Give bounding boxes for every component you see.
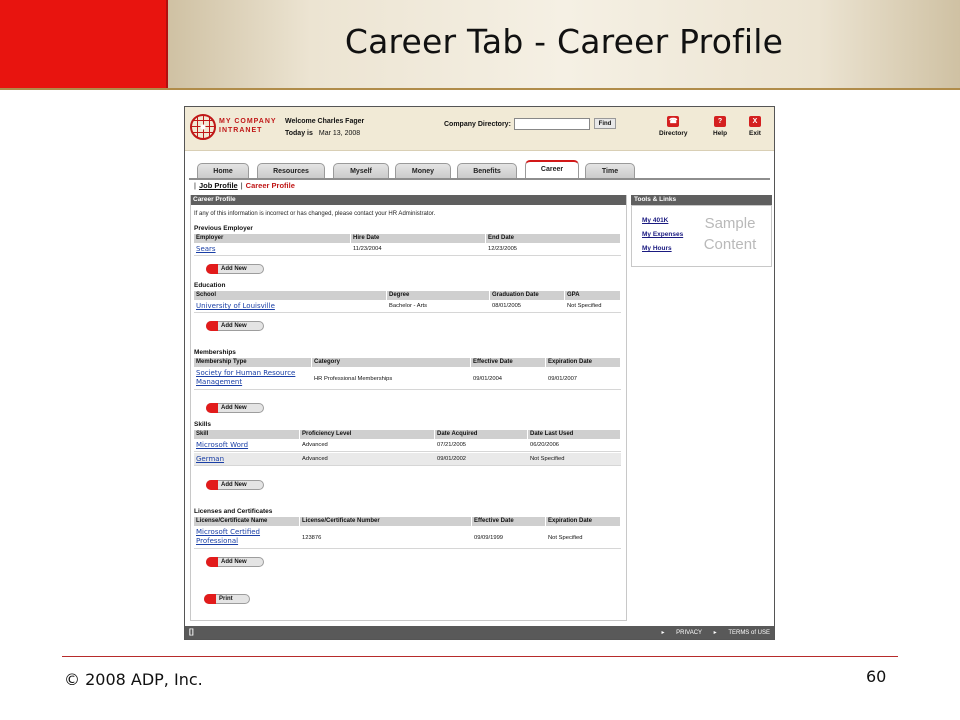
sample-content-watermark — [695, 213, 765, 255]
license-number-cell: 123876 — [302, 535, 322, 541]
hire-date-cell: 11/23/2004 — [353, 246, 382, 252]
exit-icon: X — [749, 116, 761, 127]
col-license-name: License/Certificate Name — [194, 517, 300, 526]
tools-links-list — [642, 214, 683, 256]
help-tool[interactable] — [713, 116, 727, 137]
footer-rule — [62, 656, 898, 657]
copyright: © 2008 ADP, Inc. — [64, 670, 203, 689]
col-employer: Employer — [194, 234, 351, 243]
previous-employer-title: Previous Employer — [194, 225, 253, 232]
header-red-block — [0, 0, 168, 88]
tab-money[interactable]: Money — [395, 163, 451, 179]
col-proficiency-level: Proficiency Level — [300, 430, 435, 439]
welcome-text: Welcome Charles Fager — [285, 118, 365, 125]
my-hours-link[interactable]: My Hours — [642, 245, 672, 252]
today-label: Today is — [285, 130, 313, 137]
proficiency-cell: Advanced — [302, 442, 328, 448]
intranet-screenshot — [184, 106, 775, 640]
category-cell: HR Professional Memberships — [314, 376, 393, 382]
membership-line-2: Management — [196, 378, 243, 386]
table-row — [194, 367, 621, 390]
main-tabs — [185, 163, 774, 179]
subnav-separator: | — [240, 181, 243, 190]
table-row — [194, 526, 621, 549]
license-effective-date-cell: 09/09/1999 — [474, 535, 504, 541]
globe-logo-icon — [190, 114, 216, 140]
col-date-acquired: Date Acquired — [435, 430, 528, 439]
license-line-2: Professional — [196, 537, 239, 545]
my-expenses-link[interactable]: My Expenses — [642, 231, 684, 238]
find-button[interactable]: Find — [594, 118, 616, 129]
col-date-last-used: Date Last Used — [528, 430, 621, 439]
terms-label: TERMS of USE — [728, 630, 770, 636]
print-button[interactable]: Print — [204, 594, 250, 604]
effective-date-cell: 09/01/2004 — [473, 376, 503, 382]
directory-tool-label: Directory — [659, 130, 688, 137]
page-number: 60 — [866, 667, 887, 686]
license-link[interactable] — [194, 528, 260, 546]
degree-cell: Bachelor - Arts — [389, 303, 428, 309]
career-profile-panel-header: Career Profile — [190, 195, 627, 205]
today-date — [285, 130, 360, 137]
col-license-number: License/Certificate Number — [300, 517, 472, 526]
tab-rule — [189, 178, 770, 180]
school-link[interactable]: University of Louisville — [196, 302, 275, 310]
col-membership-type: Membership Type — [194, 358, 312, 367]
table-row — [194, 243, 621, 256]
table-row — [194, 439, 621, 452]
col-license-effective-date: Effective Date — [472, 517, 546, 526]
add-new-employer-button[interactable]: Add New — [206, 264, 264, 274]
directory-search-input[interactable] — [514, 118, 590, 130]
skill-link[interactable]: German — [196, 455, 225, 463]
help-tool-label: Help — [713, 130, 728, 137]
skills-title: Skills — [194, 421, 211, 428]
skill-link[interactable]: Microsoft Word — [196, 441, 249, 449]
col-end-date: End Date — [486, 234, 621, 243]
table-row — [194, 453, 621, 466]
col-school: School — [194, 291, 387, 300]
help-icon: ? — [714, 116, 726, 127]
header-rule — [0, 88, 960, 90]
footer-links — [651, 629, 770, 636]
employer-link[interactable]: Sears — [196, 245, 216, 253]
subnav-separator: | — [194, 181, 196, 190]
tools-links-header: Tools & Links — [631, 195, 772, 205]
tab-home[interactable]: Home — [197, 163, 249, 179]
exit-tool-label: Exit — [749, 130, 761, 137]
date-last-used-cell: 06/20/2006 — [530, 442, 560, 448]
licenses-title: Licenses and Certificates — [194, 508, 273, 515]
intranet-footer-bar — [185, 626, 774, 640]
logo-line-1: MY COMPANY — [219, 118, 277, 125]
col-license-expiration-date: Expiration Date — [546, 517, 621, 526]
privacy-link[interactable]: ▸ PRIVACY — [661, 630, 702, 636]
directory-label: Company Directory: — [444, 121, 511, 128]
add-new-license-button[interactable]: Add New — [206, 557, 264, 567]
membership-line-1: Society for Human Resource — [196, 369, 296, 377]
phone-icon: ☎ — [668, 118, 678, 125]
end-date-cell: 12/23/2005 — [488, 246, 518, 252]
job-profile-link[interactable]: Job Profile — [198, 181, 238, 190]
tab-career[interactable]: Career — [525, 160, 579, 179]
tab-benefits[interactable]: Benefits — [457, 163, 517, 179]
sample-line-2: Content — [703, 236, 757, 253]
license-line-1: Microsoft Certified — [196, 528, 261, 536]
col-hire-date: Hire Date — [351, 234, 486, 243]
education-title: Education — [194, 282, 226, 289]
company-logo-text — [219, 117, 277, 135]
graduation-date-cell: 08/01/2005 — [492, 303, 522, 309]
terms-link[interactable]: ▸ TERMS of USE — [713, 630, 770, 636]
career-profile-link[interactable]: Career Profile — [245, 181, 295, 190]
logo-line-2: INTRANET — [219, 127, 263, 134]
footer-left-mark: [] — [189, 629, 194, 636]
exit-tool[interactable] — [749, 116, 761, 137]
sub-navigation — [191, 181, 295, 190]
contact-hr-note: If any of this information is incorrect or has changed, please contact your HR Administrator. — [194, 211, 436, 217]
proficiency-cell: Advanced — [302, 456, 328, 462]
date-acquired-cell: 09/01/2002 — [437, 456, 467, 462]
privacy-label: PRIVACY — [676, 630, 702, 636]
expiration-date-cell: 09/01/2007 — [548, 376, 578, 382]
license-expiration-date-cell: Not Specified — [548, 535, 583, 541]
date-acquired-cell: 07/21/2005 — [437, 442, 467, 448]
col-category: Category — [312, 358, 471, 367]
memberships-title: Memberships — [194, 349, 236, 356]
add-new-membership-button[interactable]: Add New — [206, 403, 264, 413]
table-row — [194, 300, 621, 313]
col-degree: Degree — [387, 291, 490, 300]
col-gpa: GPA — [565, 291, 621, 300]
add-new-education-button[interactable]: Add New — [206, 321, 264, 331]
gpa-cell: Not Specified — [567, 303, 602, 309]
col-expiration-date: Expiration Date — [546, 358, 621, 367]
sample-line-1: Sample — [704, 215, 756, 232]
col-skill: Skill — [194, 430, 300, 439]
membership-link[interactable] — [194, 369, 295, 387]
date-last-used-cell: Not Specified — [530, 456, 565, 462]
my-401k-link[interactable]: My 401K — [642, 217, 669, 224]
tab-time[interactable]: Time — [585, 163, 635, 179]
add-new-skill-button[interactable]: Add New — [206, 480, 264, 490]
intranet-top-bar — [185, 107, 774, 151]
tab-myself[interactable]: Myself — [333, 163, 389, 179]
tab-resources[interactable]: Resources — [257, 163, 325, 179]
col-effective-date: Effective Date — [471, 358, 546, 367]
directory-tool[interactable] — [659, 116, 688, 137]
today-value: Mar 13, 2008 — [318, 130, 361, 137]
slide-title: Career Tab - Career Profile — [344, 22, 784, 61]
col-graduation-date: Graduation Date — [490, 291, 565, 300]
